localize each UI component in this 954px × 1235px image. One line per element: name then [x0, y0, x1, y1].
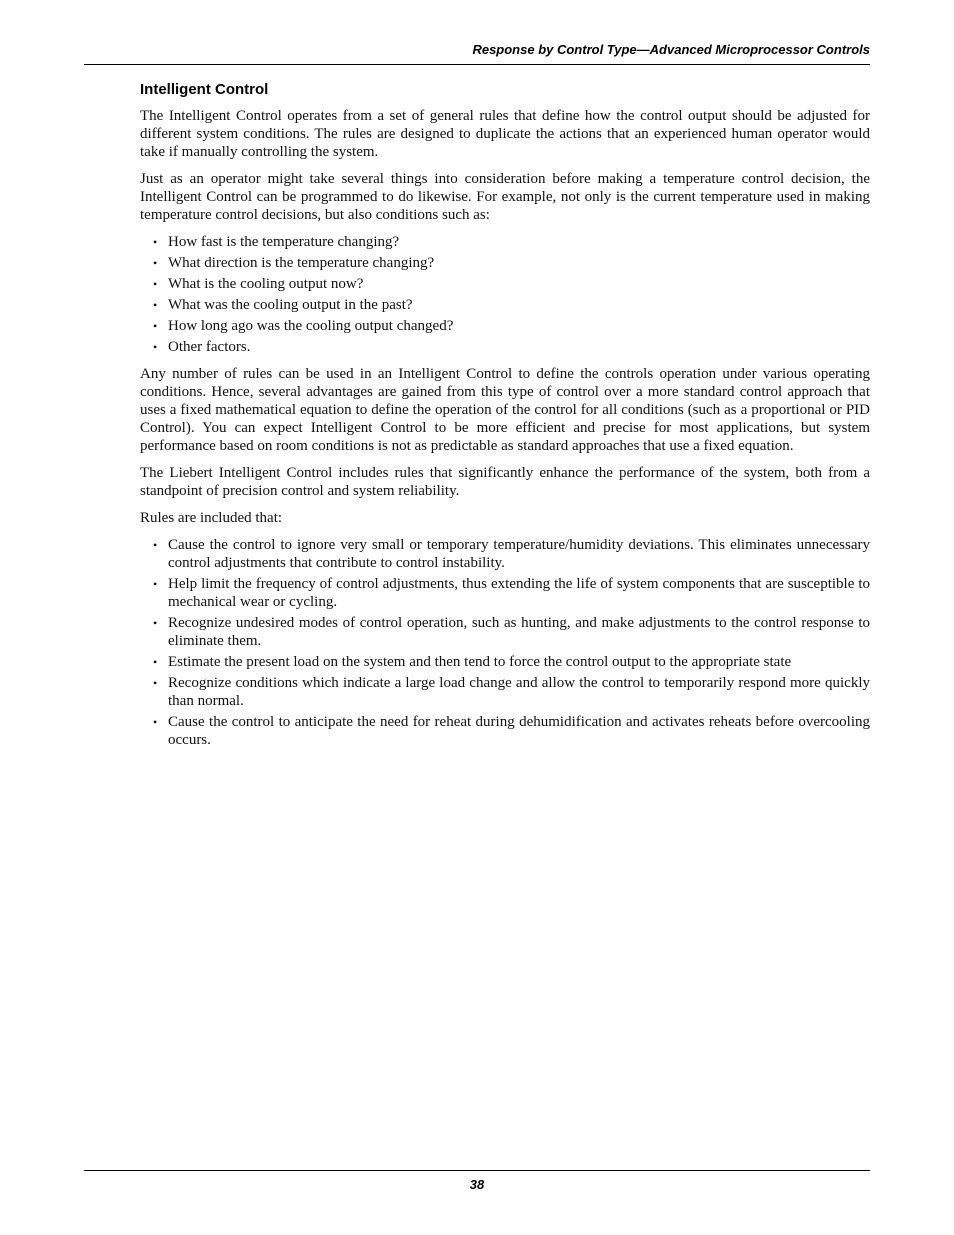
- conditions-list: [140, 233, 870, 356]
- paragraph-intro-2: Just as an operator might take several things into consideration before making a temperature control decision, the Intelligent Control can be programmed to do likewise. For example, not only is the current temperature used in making temperature control decisions, but also conditions such as:: [140, 171, 870, 223]
- paragraph-rules-overview: Any number of rules can be used in an Intelligent Control to define the controls operation under various operating conditions. Hence, several advantages are gained from this type of control over a more standard control approach that uses a fixed mathematical equation to define the operation of the control for all conditions (such as a proportional or PID Control). You can expect Intelligent Control to be more efficient and precise for most applications, but system performance based on room conditions is not as predictable as standard approaches that use a fixed equation.: [140, 366, 870, 454]
- bullet-icon: •: [153, 577, 158, 591]
- list-item: [140, 275, 870, 293]
- list-item-text: Recognize conditions which indicate a large load change and allow the control to temporarily respond more quickly than normal.: [168, 675, 870, 709]
- list-item-text: Cause the control to ignore very small or temporary temperature/humidity deviations. This eliminates unnecessary control adjustments that contribute to control instability.: [168, 537, 870, 571]
- list-item: [140, 713, 870, 749]
- list-item: [140, 653, 870, 671]
- list-item: [140, 233, 870, 251]
- bullet-icon: •: [153, 256, 158, 270]
- list-item-text: What is the cooling output now?: [168, 276, 364, 292]
- paragraph-liebert-control: The Liebert Intelligent Control includes rules that significantly enhance the performance of the system, both from a standpoint of precision control and system reliability.: [140, 465, 870, 499]
- list-item: [140, 254, 870, 272]
- bullet-icon: •: [153, 277, 158, 291]
- list-item-text: What direction is the temperature changing?: [168, 255, 435, 271]
- running-header: Response by Control Type—Advanced Microprocessor Controls: [472, 42, 870, 57]
- page-number: 38: [469, 1177, 485, 1192]
- list-item: [140, 338, 870, 356]
- bullet-icon: •: [153, 319, 158, 333]
- bullet-icon: •: [153, 340, 158, 354]
- list-item-text: How long ago was the cooling output changed?: [168, 318, 454, 334]
- list-item: [140, 674, 870, 710]
- bullet-icon: •: [153, 616, 158, 630]
- page-content: [140, 78, 870, 758]
- list-item-text: What was the cooling output in the past?: [168, 297, 413, 313]
- list-item-text: Estimate the present load on the system and then tend to force the control output to the appropriate state: [168, 654, 792, 670]
- bullet-icon: •: [153, 676, 158, 690]
- list-item-text: Help limit the frequency of control adjustments, thus extending the life of system components that are susceptible to mechanical wear or cycling.: [168, 576, 870, 610]
- bullet-icon: •: [153, 235, 158, 249]
- bullet-icon: •: [153, 715, 158, 729]
- list-item-text: How fast is the temperature changing?: [168, 234, 400, 250]
- bullet-icon: •: [153, 538, 158, 552]
- paragraph-intro-1: The Intelligent Control operates from a set of general rules that define how the control output should be adjusted for different system conditions. The rules are designed to duplicate the actions that an experienced human operator would take if manually controlling the system.: [140, 108, 870, 160]
- section-heading: Intelligent Control: [140, 81, 269, 98]
- list-item-text: Other factors.: [168, 339, 251, 355]
- list-item: [140, 575, 870, 611]
- bullet-icon: •: [153, 298, 158, 312]
- footer-divider: [84, 1170, 870, 1171]
- list-item: [140, 614, 870, 650]
- list-item-text: Recognize undesired modes of control operation, such as hunting, and make adjustments to the control response to eliminate them.: [168, 615, 870, 649]
- rules-list: [140, 536, 870, 749]
- header-divider: [84, 64, 870, 65]
- bullet-icon: •: [153, 655, 158, 669]
- paragraph-rules-intro: Rules are included that:: [140, 510, 283, 526]
- list-item-text: Cause the control to anticipate the need for reheat during dehumidification and activates reheats before overcooling occurs.: [168, 714, 870, 748]
- list-item: [140, 296, 870, 314]
- list-item: [140, 536, 870, 572]
- list-item: [140, 317, 870, 335]
